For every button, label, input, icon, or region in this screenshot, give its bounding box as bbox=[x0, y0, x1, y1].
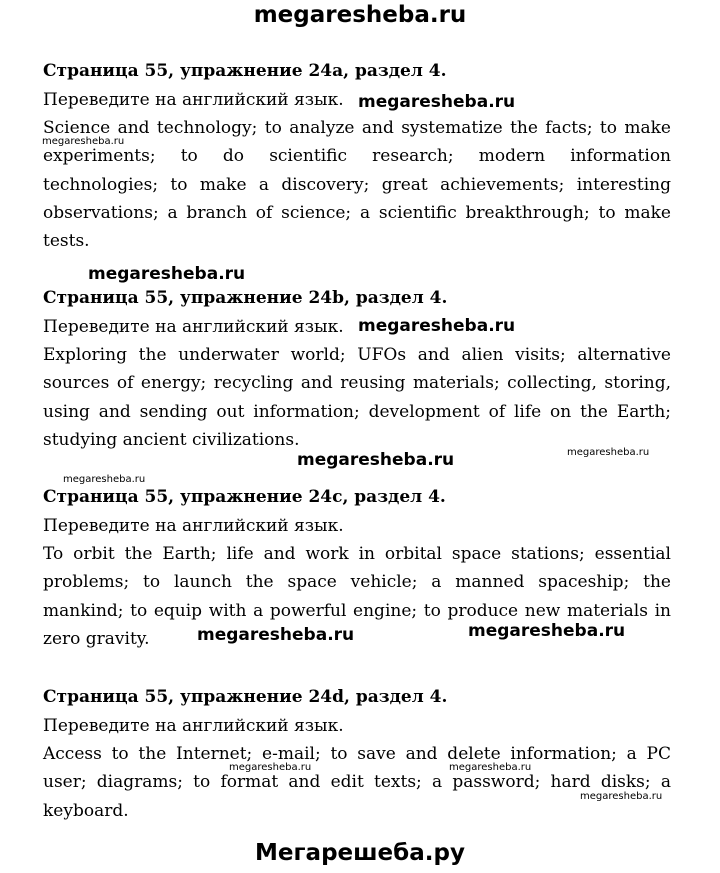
exercise-instruction: Переведите на английский язык. bbox=[43, 90, 344, 110]
exercise-title: Страница 55, упражнение 24а, раздел 4. bbox=[43, 61, 447, 81]
exercise-24a bbox=[43, 56, 671, 255]
exercise-24b bbox=[43, 283, 671, 454]
watermark: megaresheba.ru bbox=[63, 474, 146, 485]
exercise-instruction: Переведите на английский язык. bbox=[43, 716, 344, 736]
exercise-24d bbox=[43, 682, 671, 825]
site-header: megaresheba.ru bbox=[253, 2, 467, 28]
exercise-text: Science and technology; to analyze and systematize the facts; to make experiments; to do scientific research; modern information technologies; to make a discovery; great achievements; interesting observations; a branch of science; a scientific breakthrough; to make tests. bbox=[43, 118, 671, 252]
watermark: megaresheba.ru bbox=[358, 92, 516, 112]
watermark: megaresheba.ru bbox=[88, 264, 246, 284]
watermark: megaresheba.ru bbox=[197, 625, 355, 645]
exercise-text: Exploring the underwater world; UFOs and alien visits; alternative sources of energy; recycling and reusing materials; collecting, storing, using and sending out information; development of life on the Earth; studying ancient civilizations. bbox=[43, 345, 671, 450]
watermark: megaresheba.ru bbox=[580, 791, 663, 802]
watermark: megaresheba.ru bbox=[358, 316, 516, 336]
exercise-instruction: Переведите на английский язык. bbox=[43, 516, 344, 536]
watermark: megaresheba.ru bbox=[468, 621, 626, 641]
watermark: megaresheba.ru bbox=[567, 447, 650, 458]
site-footer: Мегарешеба.ру bbox=[255, 840, 465, 866]
exercise-title: Страница 55, упражнение 24b, раздел 4. bbox=[43, 288, 448, 308]
watermark: megaresheba.ru bbox=[297, 450, 455, 470]
watermark: megaresheba.ru bbox=[229, 762, 312, 773]
exercise-text: Access to the Internet; e-mail; to save and delete information; a PC user; diagrams; to format and edit texts; a password; hard disks; a keyboard. bbox=[43, 744, 671, 821]
exercise-text: To orbit the Earth; life and work in orbital space stations; essential problems; to launch the space vehicle; a manned spaceship; the mankind; to equip with a powerful engine; to produce new materials in zero gravity. bbox=[43, 544, 671, 649]
watermark: megaresheba.ru bbox=[42, 136, 125, 147]
exercise-title: Страница 55, упражнение 24c, раздел 4. bbox=[43, 487, 446, 507]
exercise-instruction: Переведите на английский язык. bbox=[43, 317, 344, 337]
watermark: megaresheba.ru bbox=[449, 762, 532, 773]
exercise-title: Страница 55, упражнение 24d, раздел 4. bbox=[43, 687, 448, 707]
